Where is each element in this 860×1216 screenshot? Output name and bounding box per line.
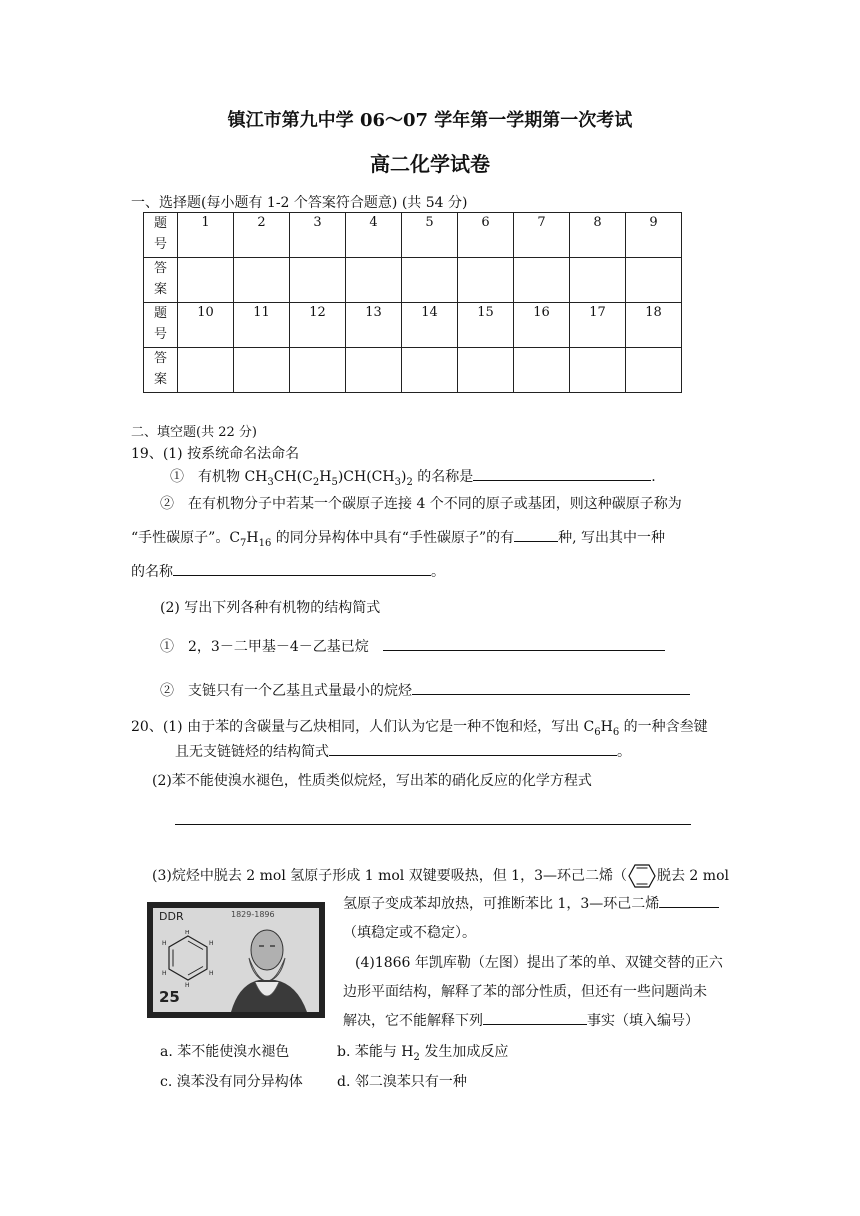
svg-text:H: H bbox=[162, 940, 167, 947]
answer-blank[interactable] bbox=[473, 466, 651, 481]
q20-line9: 解决，它不能解释下列 事实（填入编号） bbox=[343, 1010, 699, 1030]
q20-line2: 且无支链链烃的结构简式 。 bbox=[175, 741, 631, 761]
row-label-question: 题 号 bbox=[144, 213, 178, 258]
q19-part1: 19、(1) 按系统命名法命名 bbox=[131, 446, 300, 462]
svg-text:H: H bbox=[185, 982, 190, 988]
answer-cell[interactable] bbox=[458, 348, 514, 393]
question-number: 8 bbox=[570, 213, 626, 258]
question-number: 12 bbox=[290, 303, 346, 348]
q19-item2-line1: ② 在有机物分子中若某一个碳原子连接 4 个不同的原子或基团，则这种碳原子称为 bbox=[160, 496, 682, 512]
answer-cell[interactable] bbox=[178, 348, 234, 393]
table-row bbox=[144, 213, 682, 258]
svg-text:H: H bbox=[209, 970, 214, 977]
answer-blank[interactable] bbox=[659, 893, 719, 908]
option-c: c. 溴苯没有同分异构体 bbox=[160, 1074, 303, 1090]
q20-line1: 20、(1) 由于苯的含碳量与乙炔相同，人们认为它是一种不饱和烃，写出 $C_6H_6$ 的一种含叁键 bbox=[131, 719, 708, 738]
answer-line[interactable] bbox=[175, 808, 691, 825]
answer-blank[interactable] bbox=[173, 561, 431, 576]
question-number: 14 bbox=[402, 303, 458, 348]
row-label-answer: 答 案 bbox=[144, 348, 178, 393]
answer-cell[interactable] bbox=[290, 348, 346, 393]
q20-line7: (4)1866 年凯库勒（左图）提出了苯的单、双键交替的正六 bbox=[355, 955, 723, 971]
question-number: 15 bbox=[458, 303, 514, 348]
row-label-answer: 答 案 bbox=[144, 258, 178, 303]
question-number: 1 bbox=[178, 213, 234, 258]
answer-cell[interactable] bbox=[514, 348, 570, 393]
question-number: 17 bbox=[570, 303, 626, 348]
kekule-portrait-icon bbox=[219, 920, 319, 1012]
exam-subtitle: 高二化学试卷 bbox=[370, 152, 490, 176]
benzene-structure-icon bbox=[161, 930, 215, 988]
q19-part2: (2) 写出下列各种有机物的结构简式 bbox=[160, 600, 381, 616]
q19-item1: ① 有机物 $CH_3CH(C_2H_5)CH(CH_3)_2$ 的名称是 . bbox=[170, 466, 656, 488]
answer-cell[interactable] bbox=[514, 258, 570, 303]
cyclohexadiene-icon bbox=[627, 862, 657, 890]
answer-cell[interactable] bbox=[234, 258, 290, 303]
question-number: 2 bbox=[234, 213, 290, 258]
answer-cell[interactable] bbox=[178, 258, 234, 303]
q20-line5: 氢原子变成苯却放热，可推断苯比 1，3—环己二烯 bbox=[343, 893, 719, 913]
q20-line4: (3)烷烃中脱去 2 mol 氢原子形成 1 mol 双键要吸热，但 1，3—环己二烯（ 脱去 2 mol bbox=[152, 862, 729, 890]
question-number: 16 bbox=[514, 303, 570, 348]
answer-cell[interactable] bbox=[570, 348, 626, 393]
answer-cell[interactable] bbox=[458, 258, 514, 303]
row-label-question: 题 号 bbox=[144, 303, 178, 348]
question-number: 13 bbox=[346, 303, 402, 348]
section2-heading: 二、填空题(共 22 分) bbox=[131, 425, 257, 440]
table-row bbox=[144, 258, 682, 303]
answer-cell[interactable] bbox=[570, 258, 626, 303]
option-d: d. 邻二溴苯只有一种 bbox=[337, 1074, 467, 1090]
question-number: 18 bbox=[626, 303, 682, 348]
answer-blank[interactable] bbox=[412, 680, 690, 695]
answer-cell[interactable] bbox=[402, 348, 458, 393]
answer-table bbox=[143, 212, 682, 393]
answer-cell[interactable] bbox=[346, 258, 402, 303]
question-number: 6 bbox=[458, 213, 514, 258]
question-number: 11 bbox=[234, 303, 290, 348]
q20-line6: （填稳定或不稳定）。 bbox=[343, 925, 476, 941]
answer-blank[interactable] bbox=[383, 636, 665, 651]
question-number: 9 bbox=[626, 213, 682, 258]
stamp-years: 1829-1896 bbox=[231, 910, 275, 919]
answer-cell[interactable] bbox=[346, 348, 402, 393]
answer-cell[interactable] bbox=[402, 258, 458, 303]
svg-text:H: H bbox=[162, 970, 167, 977]
question-number: 3 bbox=[290, 213, 346, 258]
svg-text:H: H bbox=[185, 930, 190, 936]
answer-blank[interactable] bbox=[329, 741, 617, 756]
answer-cell[interactable] bbox=[626, 258, 682, 303]
option-b: b. 苯能与 $H_2$ 发生加成反应 bbox=[337, 1044, 509, 1063]
svg-text:H: H bbox=[209, 940, 214, 947]
kekule-stamp bbox=[147, 902, 325, 1018]
table-row bbox=[144, 348, 682, 393]
q20-line8: 边形平面结构，解释了苯的部分性质，但还有一些问题尚未 bbox=[343, 984, 707, 1000]
answer-blank[interactable] bbox=[483, 1010, 587, 1025]
answer-blank[interactable] bbox=[514, 527, 558, 542]
exam-title: 镇江市第九中学 06～07 学年第一学期第一次考试 bbox=[227, 110, 633, 131]
answer-cell[interactable] bbox=[290, 258, 346, 303]
answer-cell[interactable] bbox=[234, 348, 290, 393]
question-number: 7 bbox=[514, 213, 570, 258]
q19-part2-item1: ① 2，3－二甲基－4－乙基已烷 bbox=[160, 636, 665, 656]
option-a: a. 苯不能使溴水褪色 bbox=[160, 1044, 290, 1060]
question-number: 10 bbox=[178, 303, 234, 348]
q19-item2-line3: 的名称 。 bbox=[131, 561, 445, 581]
q20-line3: (2)苯不能使溴水褪色，性质类似烷烃，写出苯的硝化反应的化学方程式 bbox=[152, 773, 592, 789]
question-number: 5 bbox=[402, 213, 458, 258]
stamp-country: DDR bbox=[159, 910, 184, 923]
section1-heading: 一、选择题(每小题有 1-2 个答案符合题意) (共 54 分) bbox=[131, 195, 468, 211]
answer-cell[interactable] bbox=[626, 348, 682, 393]
question-number: 4 bbox=[346, 213, 402, 258]
q19-part2-item2: ② 支链只有一个乙基且式量最小的烷烃 bbox=[160, 680, 690, 700]
table-row bbox=[144, 303, 682, 348]
q19-item2-line2: “手性碳原子”。$C_7H_{16}$ 的同分异构体中具有“手性碳原子”的有 种, 写出其中一种 bbox=[131, 527, 665, 549]
stamp-value: 25 bbox=[159, 988, 180, 1006]
